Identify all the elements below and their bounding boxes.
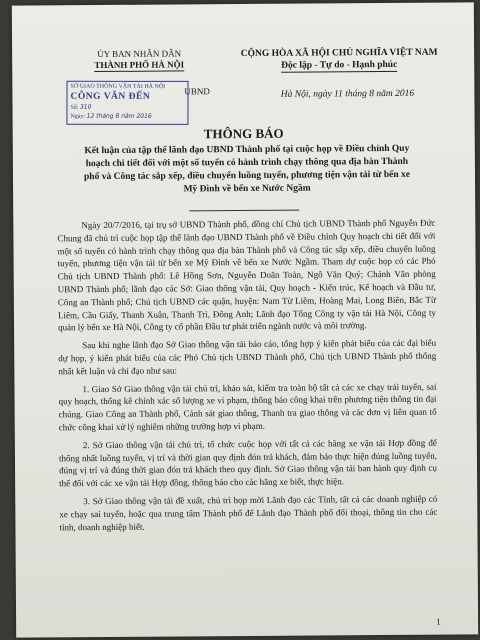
paragraph-item-1: 1. Giao Sở Giao thông vận tải chủ trì, khảo sát, kiểm tra toàn bộ tất cả các xe chạy trái tuyến, sai quy hoạch, thống kê chính xác số lượng xe vi phạm, thông báo công khai trên phương tiện thông tin đại chúng. Giao Công an Thành phố, Cảnh sát giao thông, Thanh tra giao thông và các đơn vị liên quan tổ chức công khai xử lý nghiêm những trường hợp vi phạm. xyxy=(58,381,437,433)
stamp-agency: SỞ GIAO THÔNG VẬN TẢI HÀ NỘI xyxy=(70,83,166,90)
nation-name: CỘNG HÒA XÃ HỘI CHỦ NGHĨA VIỆT NAM xyxy=(240,47,438,60)
stamp-date-line: Ngày: 12 tháng 8 năm 2016 xyxy=(70,112,152,120)
document-page xyxy=(12,2,478,637)
incoming-document-stamp xyxy=(66,81,188,125)
document-subject: Kết luận của tập thể lãnh đạo UBND Thành phố tại cuộc họp về Điều chỉnh Quy hoạch chi tiết đối với một số tuyến có hành trình chạy thông qua địa bàn Thành phố và Công tác sắp xếp, điều chuyển luồng tuyến, phương tiện vận tải từ bến xe Mỹ Đình về bến xe Nước Ngầm xyxy=(83,143,411,195)
stamp-title: CÔNG VĂN ĐẾN xyxy=(70,91,151,102)
document-date: Hà Nội, ngày 11 tháng 8 năm 2016 xyxy=(280,88,415,100)
paragraph-item-3: 3. Sở Giao thông vận tải đề xuất, chủ trì họp mời Lãnh đạo các Tỉnh, tất cả các doanh nghiệp có xe chạy sai tuyến, hoặc qua trung tâm Thành phố để Lãnh đạo Thành phố đối thoại, thông tin cho các tỉnh, doanh nghiệp biết. xyxy=(59,493,438,532)
stamp-number-line: Số: 310 xyxy=(70,103,92,111)
issuer-block xyxy=(64,48,214,72)
document-body xyxy=(57,217,437,534)
national-heading xyxy=(234,47,444,73)
paragraph-conclusion-lead: Sau khi nghe lãnh đạo Sở Giao thông vận tải báo cáo, tổng hợp ý kiến phát biểu của các đại biểu dự họp, ý kiến phát biểu của các Phó Chủ tịch UBND Thành phố, Chủ tịch UBND Thành phố thống nhất kết luận và chỉ đạo như sau: xyxy=(58,337,437,377)
stamp-overlap-text: UBND xyxy=(184,86,210,97)
paragraph-intro: Ngày 20/7/2016, tại trụ sở UBND Thành phố, đồng chí Chủ tịch UBND Thành phố Nguyễn Đức Chung đã chủ trì cuộc họp tập thể lãnh đạo UBND Thành phố về Điều chỉnh Quy hoạch chi tiết đối với một số tuyến có hành trình chạy thông qua địa bàn Thành phố và Công tác sắp xếp, điều chuyển luồng tuyến, phương tiện vận tải từ bến xe Mỹ Đình về bến xe Nước Ngầm. Tham dự cuộc họp có các Phó Chủ tịch UBND Thành phố: Lê Hồng Sơn, Nguyễn Doãn Toản, Ngô Văn Quý; Chánh Văn phòng UBND Thành phố; lãnh đạo các Sở: Giao thông vận tải, Quy hoạch - Kiến trúc, Kế hoạch và Đầu tư, Công an Thành phố; Chủ tịch UBND các quận, huyện: Nam Từ Liêm, Hoàng Mai, Long Biên, Bắc Từ Liêm, Cầu Giấy, Thanh Xuân, Thanh Trì, Đông Anh; Lãnh đạo Tổng Công ty vận tải Hà Nội, Công ty quản lý bến xe Hà Nội, Công ty cổ phần Đầu tư phát triển ngành nước và môi trường. xyxy=(57,217,436,333)
subject-divider xyxy=(189,210,299,212)
document-title: THÔNG BÁO xyxy=(203,125,284,142)
issuer-line-2: THÀNH PHỐ HÀ NỘI xyxy=(94,59,185,71)
page-number: 1 xyxy=(436,616,441,627)
paragraph-item-2: 2. Sở Giao thông vận tải chủ trì, tổ chức cuộc họp với tất cả các hãng xe vận tải Hợp đồng để thống nhất luồng tuyến, vị trí và thời gian quy định đón trả khách, đảm bảo thực hiện đúng luồng tuyến, đúng vị trí và đúng thời gian đón trả khách theo quy định. Sở Giao thông vận tải ban hành quy định cụ thể đối với các xe vận tải Hợp đồng, thông báo cho các hãng xe biết, thực hiện. xyxy=(58,437,438,489)
motto: Độc lập - Tự do - Hạnh phúc xyxy=(281,59,398,71)
issuer-line-1: ỦY BAN NHÂN DÂN xyxy=(97,48,182,60)
